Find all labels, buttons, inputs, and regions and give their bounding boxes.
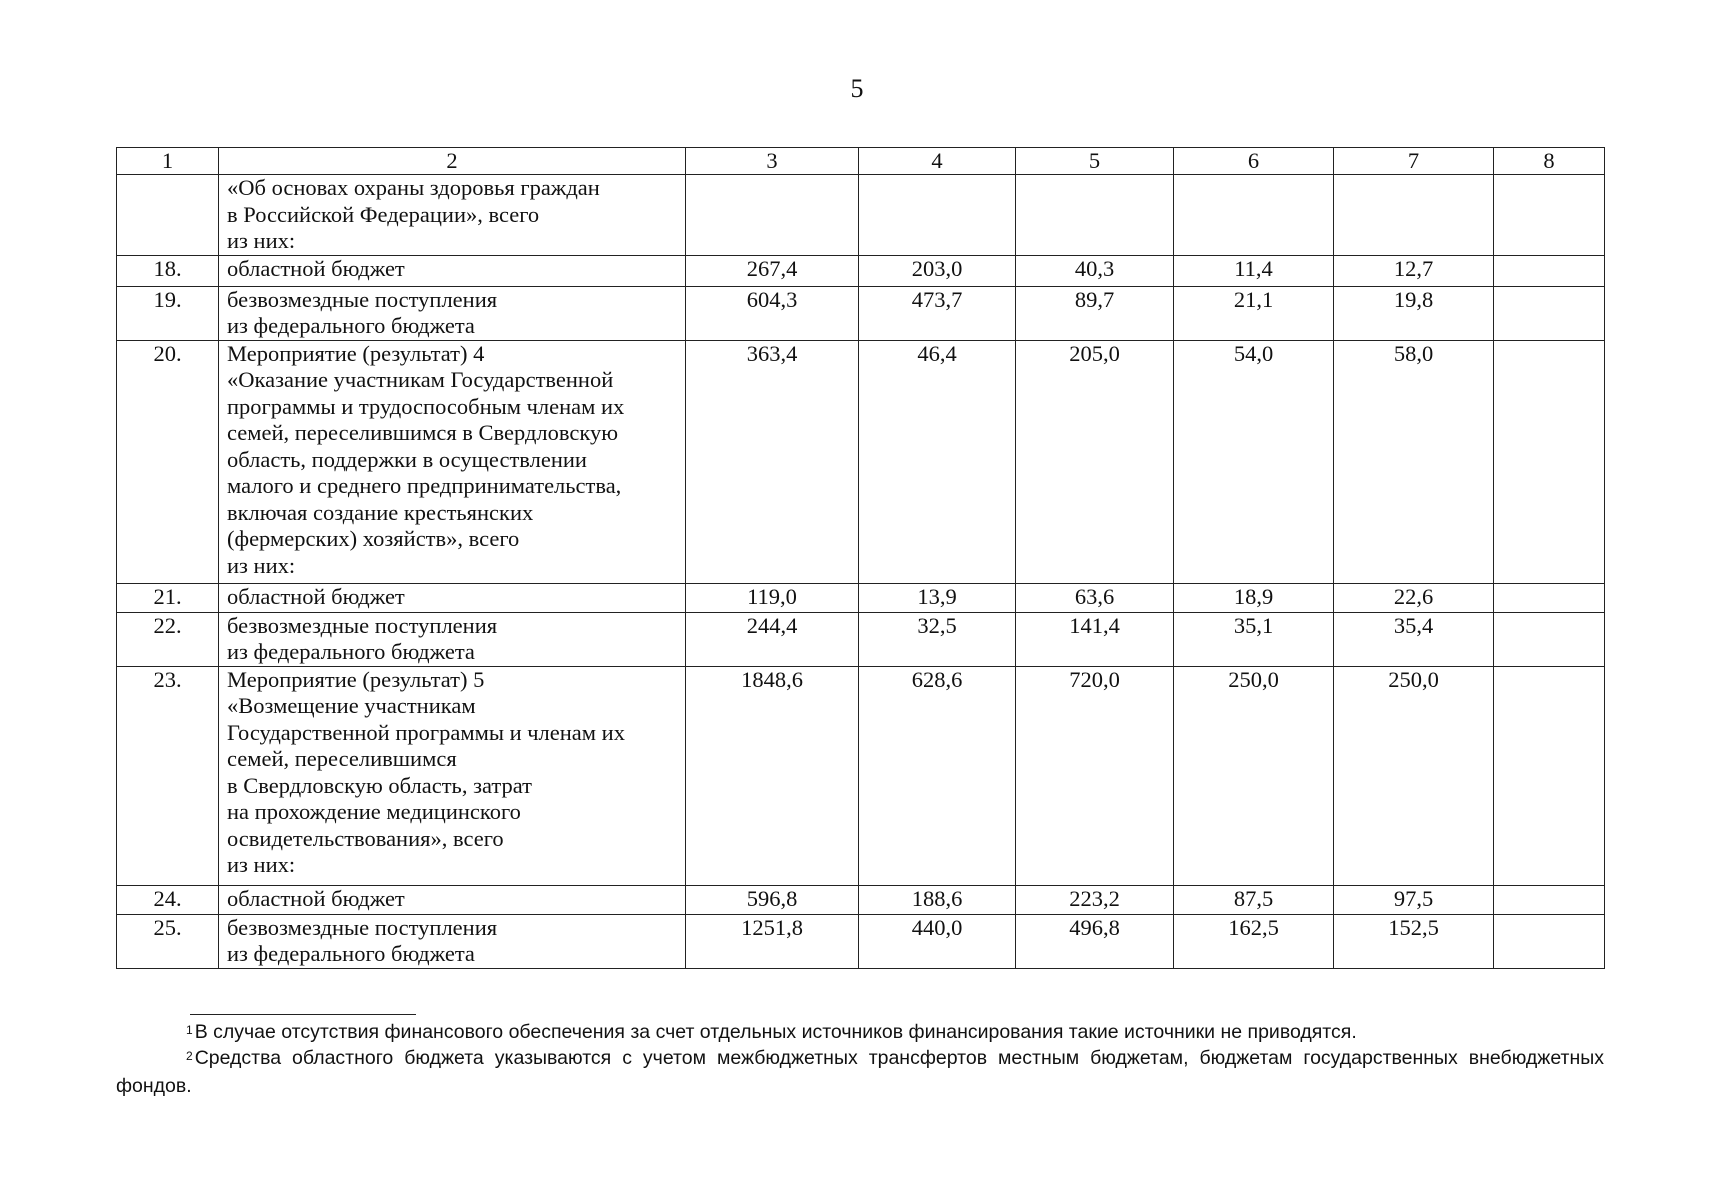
row-number-cell: 25. <box>117 914 219 968</box>
value-cell-col8 <box>1494 340 1605 583</box>
value-cell-col7: 97,5 <box>1334 885 1494 914</box>
value-cell-col5: 205,0 <box>1016 340 1174 583</box>
table-row <box>117 666 1605 885</box>
value-cell-col5: 141,4 <box>1016 612 1174 666</box>
row-number-cell: 20. <box>117 340 219 583</box>
budget-table <box>116 147 1605 969</box>
value-cell-col8 <box>1494 583 1605 612</box>
value-cell-col6: 18,9 <box>1174 583 1334 612</box>
value-cell-col3: 244,4 <box>686 612 859 666</box>
description-cell: «Об основах охраны здоровья граждан в Российской Федерации», всего из них: <box>219 175 686 256</box>
footnote-2 <box>116 1044 1604 1100</box>
value-cell-col5: 223,2 <box>1016 885 1174 914</box>
row-number-cell: 22. <box>117 612 219 666</box>
value-cell-col6: 250,0 <box>1174 666 1334 885</box>
description-cell: областной бюджет <box>219 583 686 612</box>
value-cell-col3 <box>686 175 859 256</box>
column-header: 1 <box>117 148 219 175</box>
value-cell-col5: 720,0 <box>1016 666 1174 885</box>
row-number-cell: 19. <box>117 286 219 340</box>
table-row <box>117 175 1605 256</box>
value-cell-col8 <box>1494 612 1605 666</box>
description-cell: областной бюджет <box>219 885 686 914</box>
value-cell-col5 <box>1016 175 1174 256</box>
value-cell-col6: 87,5 <box>1174 885 1334 914</box>
table-body <box>117 148 1605 969</box>
value-cell-col7: 152,5 <box>1334 914 1494 968</box>
value-cell-col8 <box>1494 175 1605 256</box>
value-cell-col8 <box>1494 286 1605 340</box>
table-row <box>117 286 1605 340</box>
value-cell-col6: 21,1 <box>1174 286 1334 340</box>
table-header-row <box>117 148 1605 175</box>
value-cell-col4: 46,4 <box>859 340 1016 583</box>
value-cell-col4: 473,7 <box>859 286 1016 340</box>
value-cell-col3: 363,4 <box>686 340 859 583</box>
value-cell-col6: 35,1 <box>1174 612 1334 666</box>
value-cell-col6 <box>1174 175 1334 256</box>
description-cell: Мероприятие (результат) 4 «Оказание участникам Государственной программы и трудоспособным членам их семей, переселившимся в Свердловскую область, поддержки в осуществлении малого и среднего предпринимательства, включая создание крестьянских (фермерских) хозяйств», всего из них: <box>219 340 686 583</box>
table-row <box>117 914 1605 968</box>
value-cell-col5: 496,8 <box>1016 914 1174 968</box>
column-header: 5 <box>1016 148 1174 175</box>
footnote-mark: 1 <box>186 1023 193 1037</box>
value-cell-col7 <box>1334 175 1494 256</box>
value-cell-col4: 628,6 <box>859 666 1016 885</box>
description-cell: безвозмездные поступления из федерального бюджета <box>219 612 686 666</box>
value-cell-col5: 63,6 <box>1016 583 1174 612</box>
value-cell-col3: 119,0 <box>686 583 859 612</box>
footnote-1 <box>116 1018 1604 1046</box>
footnote-mark: 2 <box>186 1049 193 1063</box>
value-cell-col3: 267,4 <box>686 255 859 286</box>
value-cell-col5: 40,3 <box>1016 255 1174 286</box>
value-cell-col7: 19,8 <box>1334 286 1494 340</box>
value-cell-col3: 1251,8 <box>686 914 859 968</box>
column-header: 8 <box>1494 148 1605 175</box>
table-row <box>117 583 1605 612</box>
column-header: 4 <box>859 148 1016 175</box>
footnote-divider <box>190 1014 416 1015</box>
value-cell-col4: 32,5 <box>859 612 1016 666</box>
row-number-cell: 23. <box>117 666 219 885</box>
value-cell-col7: 22,6 <box>1334 583 1494 612</box>
value-cell-col5: 89,7 <box>1016 286 1174 340</box>
value-cell-col4: 440,0 <box>859 914 1016 968</box>
value-cell-col8 <box>1494 914 1605 968</box>
table-row <box>117 885 1605 914</box>
description-cell: Мероприятие (результат) 5 «Возмещение участникам Государственной программы и членам их семей, переселившимся в Свердловскую область, затрат на прохождение медицинского освидетельствования», всего из них: <box>219 666 686 885</box>
value-cell-col4: 13,9 <box>859 583 1016 612</box>
value-cell-col4 <box>859 175 1016 256</box>
value-cell-col6: 162,5 <box>1174 914 1334 968</box>
row-number-cell: 21. <box>117 583 219 612</box>
value-cell-col6: 54,0 <box>1174 340 1334 583</box>
value-cell-col4: 188,6 <box>859 885 1016 914</box>
row-number-cell: 24. <box>117 885 219 914</box>
table-row <box>117 612 1605 666</box>
value-cell-col6: 11,4 <box>1174 255 1334 286</box>
value-cell-col8 <box>1494 885 1605 914</box>
description-cell: областной бюджет <box>219 255 686 286</box>
value-cell-col7: 12,7 <box>1334 255 1494 286</box>
value-cell-col4: 203,0 <box>859 255 1016 286</box>
value-cell-col3: 596,8 <box>686 885 859 914</box>
footnote-text: Средства областного бюджета указываются с учетом межбюджетных трансфертов местным бюджетам, бюджетам государственных внебюджетных фондов. <box>116 1047 1604 1097</box>
value-cell-col3: 1848,6 <box>686 666 859 885</box>
column-header: 7 <box>1334 148 1494 175</box>
footnote-text: В случае отсутствия финансового обеспечения за счет отдельных источников финансирования такие источники не приводятся. <box>194 1021 1357 1043</box>
value-cell-col7: 35,4 <box>1334 612 1494 666</box>
column-header: 2 <box>219 148 686 175</box>
value-cell-col7: 250,0 <box>1334 666 1494 885</box>
value-cell-col8 <box>1494 666 1605 885</box>
value-cell-col3: 604,3 <box>686 286 859 340</box>
row-number-cell <box>117 175 219 256</box>
column-header: 6 <box>1174 148 1334 175</box>
column-header: 3 <box>686 148 859 175</box>
table-row <box>117 255 1605 286</box>
page-number: 5 <box>850 74 864 103</box>
table-row <box>117 340 1605 583</box>
description-cell: безвозмездные поступления из федерального бюджета <box>219 286 686 340</box>
row-number-cell: 18. <box>117 255 219 286</box>
description-cell: безвозмездные поступления из федерального бюджета <box>219 914 686 968</box>
value-cell-col7: 58,0 <box>1334 340 1494 583</box>
value-cell-col8 <box>1494 255 1605 286</box>
